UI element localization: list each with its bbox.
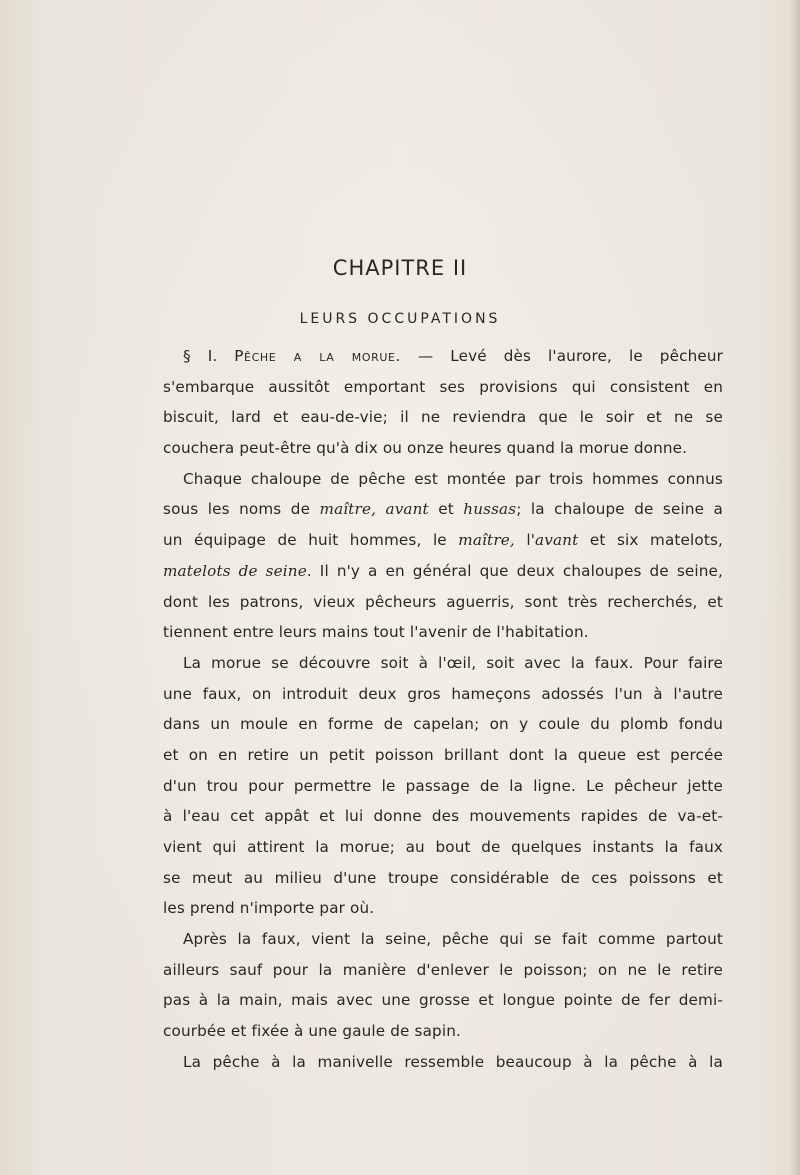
text-line (163, 341, 723, 372)
italic-term: maître, (458, 531, 515, 550)
text-line: dans un moule en forme de capelan; on y coule du plomb fondu (163, 715, 723, 734)
line-text: ; la chaloupe de seine a (516, 500, 723, 519)
text-line: pas à la main, mais avec une grosse et longue pointe de fer demi- (163, 991, 723, 1010)
italic-term: maître, avant (319, 500, 429, 519)
text-line: à l'eau cet appât et lui donne des mouvements rapides de va-et- (163, 807, 723, 826)
text-line: s'embarque aussitôt emportant ses provisions qui consistent en (163, 377, 723, 396)
text-line: tiennent entre leurs mains tout l'avenir de l'habitation. (163, 623, 589, 642)
line-text: . Il n'y a en général que deux chaloupes de seine, (306, 561, 723, 580)
text-line: ailleurs sauf pour la manière d'enlever le poisson; on ne le retire (163, 960, 723, 979)
text-line: Chaque chaloupe de pêche est montée par trois hommes connus (183, 469, 723, 488)
text-line: Après la faux, vient la seine, pêche qui se fait comme partout (183, 930, 723, 949)
page-edge-shadow (790, 0, 800, 1175)
section-dash: — (401, 347, 451, 365)
text-line: et on en retire un petit poisson brillant dont la queue est percée (163, 745, 723, 764)
text-line: La pêche à la manivelle ressemble beaucoup à la pêche à la (183, 1052, 723, 1071)
line-text: un équipage de huit hommes, le (163, 531, 459, 550)
line-text: et (428, 500, 464, 519)
text-line: La morue se découvre soit à l'œil, soit avec la faux. Pour faire (183, 653, 723, 672)
section-mark: § I. (183, 347, 235, 365)
text-line (163, 525, 723, 556)
text-line: biscuit, lard et eau-de-vie; il ne reviendra que le soir et ne se (163, 408, 723, 427)
text-line: une faux, on introduit deux gros hameçons adossés l'un à l'autre (163, 684, 723, 703)
italic-term: hussas (463, 500, 517, 519)
text-line: vient qui attirent la morue; au bout de quelques instants la faux (163, 838, 723, 856)
text-line: les prend n'importe par où. (163, 899, 375, 918)
text-line: couchera peut-être qu'à dix ou onze heures quand la morue donne. (163, 439, 688, 458)
line-text: et six matelots, (578, 531, 723, 550)
italic-term: avant (535, 531, 579, 550)
chapter-title: CHAPITRE II (332, 256, 468, 280)
chapter-subtitle: LEURS OCCUPATIONS (299, 311, 501, 327)
body-text (163, 341, 723, 1078)
line-text: Levé dès l'aurore, le pêcheur (450, 347, 724, 365)
text-line (163, 556, 723, 587)
text-line: d'un trou pour permettre le passage de la ligne. Le pêcheur jette (163, 776, 723, 795)
line-text: sous les noms de (163, 500, 320, 519)
italic-term: matelots de seine (163, 561, 307, 580)
text-line: se meut au milieu d'une troupe considérable de ces poissons et (163, 868, 723, 887)
line-text: l' (514, 531, 536, 550)
text-line: dont les patrons, vieux pêcheurs aguerris, sont très recherchés, et (163, 592, 723, 611)
text-line (163, 494, 723, 525)
section-heading: Pêche a la morue. (234, 347, 401, 365)
text-line: courbée et fixée à une gaule de sapin. (163, 1022, 461, 1041)
